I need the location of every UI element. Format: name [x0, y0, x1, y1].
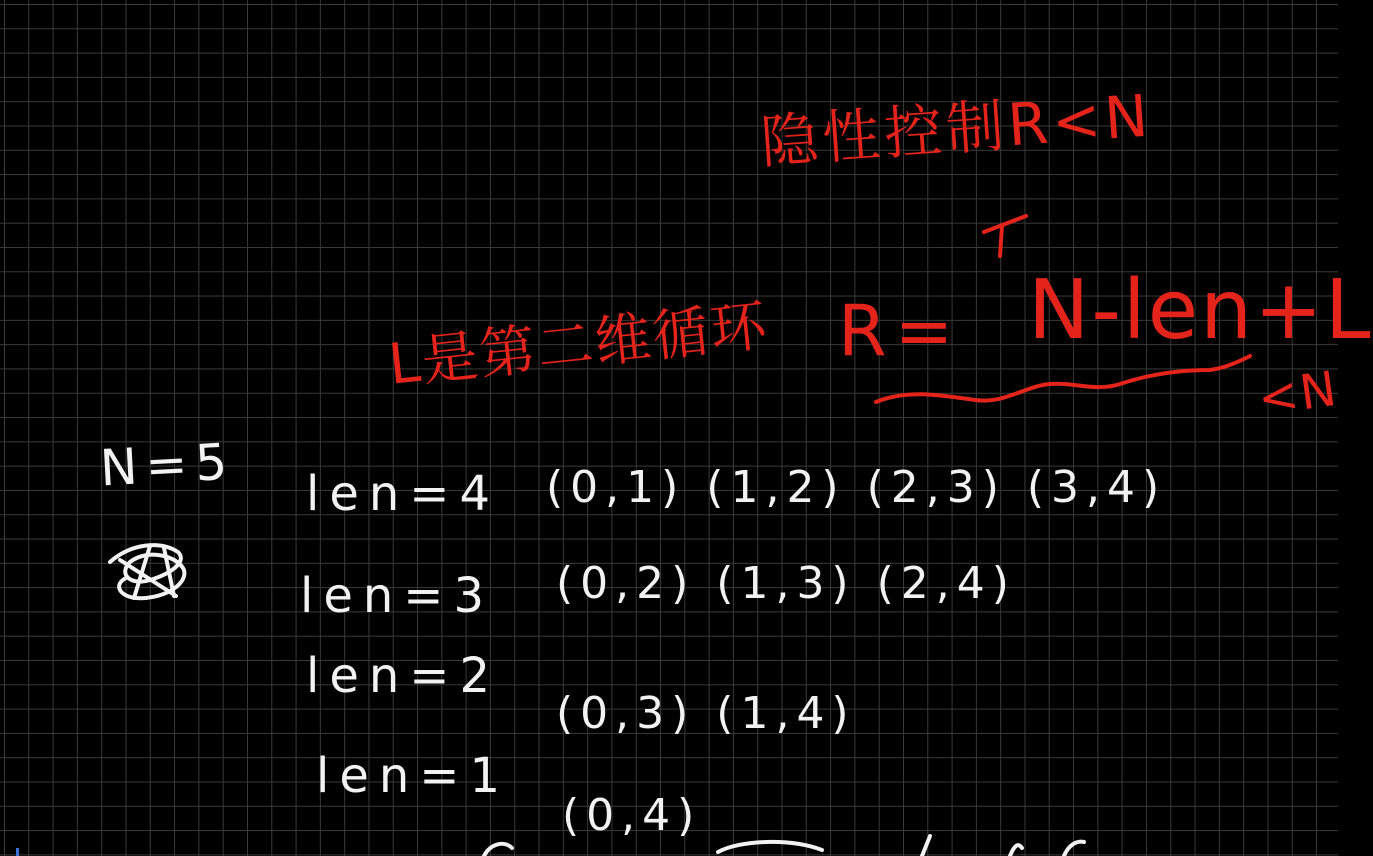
- row-pairs-len-1: (0,4): [562, 790, 702, 841]
- scribble-mark: [110, 545, 184, 598]
- cursor-marker: [16, 848, 19, 856]
- implicit-control-note: 隐性控制R<N: [758, 81, 1155, 177]
- r-equals-label: R=: [838, 290, 962, 372]
- row-pairs-len-2: (0,3) (1,4): [556, 688, 856, 739]
- row-pairs-len-3: (0,2) (1,3) (2,4): [556, 558, 1016, 609]
- l-second-loop-note: L是第二维循环: [385, 293, 772, 398]
- row-label-len-1: len=1: [316, 748, 511, 804]
- lt-n-partial: <N: [1254, 360, 1342, 428]
- row-label-len-3: len=3: [300, 568, 495, 624]
- n-value-label: N=5: [98, 432, 237, 498]
- row-label-len-4: len=4: [306, 466, 501, 522]
- row-label-len-2: len=2: [306, 648, 501, 704]
- r-expression: N-len+L: [1028, 263, 1373, 358]
- up-arrow-icon: [984, 216, 1026, 256]
- row-pairs-len-4: (0,1) (1,2) (2,3) (3,4): [546, 462, 1167, 513]
